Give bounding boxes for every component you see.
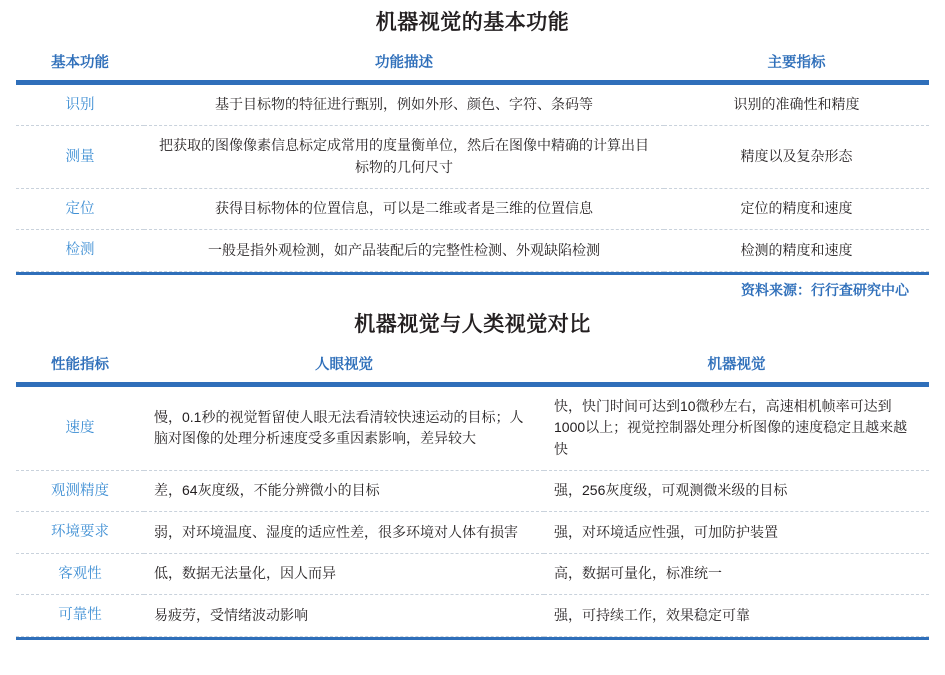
table-row: [16, 126, 929, 188]
row-machine-vision: 强，对环境适应性强，可加防护装置: [544, 512, 929, 553]
table2-bottom-rule: [16, 636, 929, 640]
row-key: 观测精度: [16, 470, 144, 511]
table-row: [16, 553, 929, 594]
row-machine-vision: 强，可持续工作，效果稳定可靠: [544, 595, 929, 636]
row-metric: 定位的精度和速度: [664, 188, 929, 229]
table-row: [16, 595, 929, 636]
table1-header-cell: 基本功能: [16, 44, 144, 81]
row-human-vision: 低，数据无法量化，因人而异: [144, 553, 544, 594]
rule: [16, 637, 929, 640]
basic-functions-table: [16, 44, 929, 275]
row-key: 环境要求: [16, 512, 144, 553]
row-description: 把获取的图像像素信息标定成常用的度量衡单位，然后在图像中精确的计算出目标物的几何尺寸: [144, 126, 664, 188]
table-row: [16, 470, 929, 511]
table2-header-cell: 机器视觉: [544, 346, 929, 383]
row-description: 基于目标物的特征进行甄别，例如外形、颜色、字符、条码等: [144, 85, 664, 126]
row-key: 识别: [16, 85, 144, 126]
row-metric: 精度以及复杂形态: [664, 126, 929, 188]
row-metric: 识别的准确性和精度: [664, 85, 929, 126]
row-machine-vision: 高，数据可量化，标准统一: [544, 553, 929, 594]
row-key: 定位: [16, 188, 144, 229]
vision-comparison-table: [16, 346, 929, 640]
row-human-vision: 易疲劳，受情绪波动影响: [144, 595, 544, 636]
section1-title: 机器视觉的基本功能: [375, 11, 570, 34]
row-key: 测量: [16, 126, 144, 188]
table1-header-cell: 主要指标: [664, 44, 929, 81]
row-key: 速度: [16, 387, 144, 471]
section-basic-functions: [0, 0, 945, 302]
table2-header-cell: 人眼视觉: [144, 346, 544, 383]
section1-source: 资料来源：行行查研究中心: [741, 281, 909, 298]
row-human-vision: 差，64灰度级，不能分辨微小的目标: [144, 470, 544, 511]
row-key: 检测: [16, 230, 144, 271]
table-row: [16, 512, 929, 553]
table-row: [16, 387, 929, 471]
table2-header-cell: 性能指标: [16, 346, 144, 383]
row-human-vision: 弱，对环境温度、湿度的适应性差，很多环境对人体有损害: [144, 512, 544, 553]
row-metric: 检测的精度和速度: [664, 230, 929, 271]
section2-title: 机器视觉与人类视觉对比: [354, 312, 591, 336]
row-machine-vision: 强，256灰度级，可观测微米级的目标: [544, 470, 929, 511]
table-row: [16, 85, 929, 126]
row-description: 获得目标物体的位置信息，可以是二维或者是三维的位置信息: [144, 188, 664, 229]
row-human-vision: 慢，0.1秒的视觉暂留使人眼无法看清较快速运动的目标；人脑对图像的处理分析速度受多重因素影响，差异较大: [144, 387, 544, 471]
section-vision-comparison: [0, 302, 945, 640]
table2-header-row: [16, 346, 929, 383]
row-description: 一般是指外观检测，如产品装配后的完整性检测、外观缺陷检测: [144, 230, 664, 271]
row-key: 客观性: [16, 553, 144, 594]
table1-header-cell: 功能描述: [144, 44, 664, 81]
table1-header-row: [16, 44, 929, 81]
row-key: 可靠性: [16, 595, 144, 636]
row-machine-vision: 快，快门时间可达到10微秒左右，高速相机帧率可达到1000以上；视觉控制器处理分析图像的速度稳定且越来越快: [544, 387, 929, 471]
table-row: [16, 188, 929, 229]
table-row: [16, 230, 929, 271]
